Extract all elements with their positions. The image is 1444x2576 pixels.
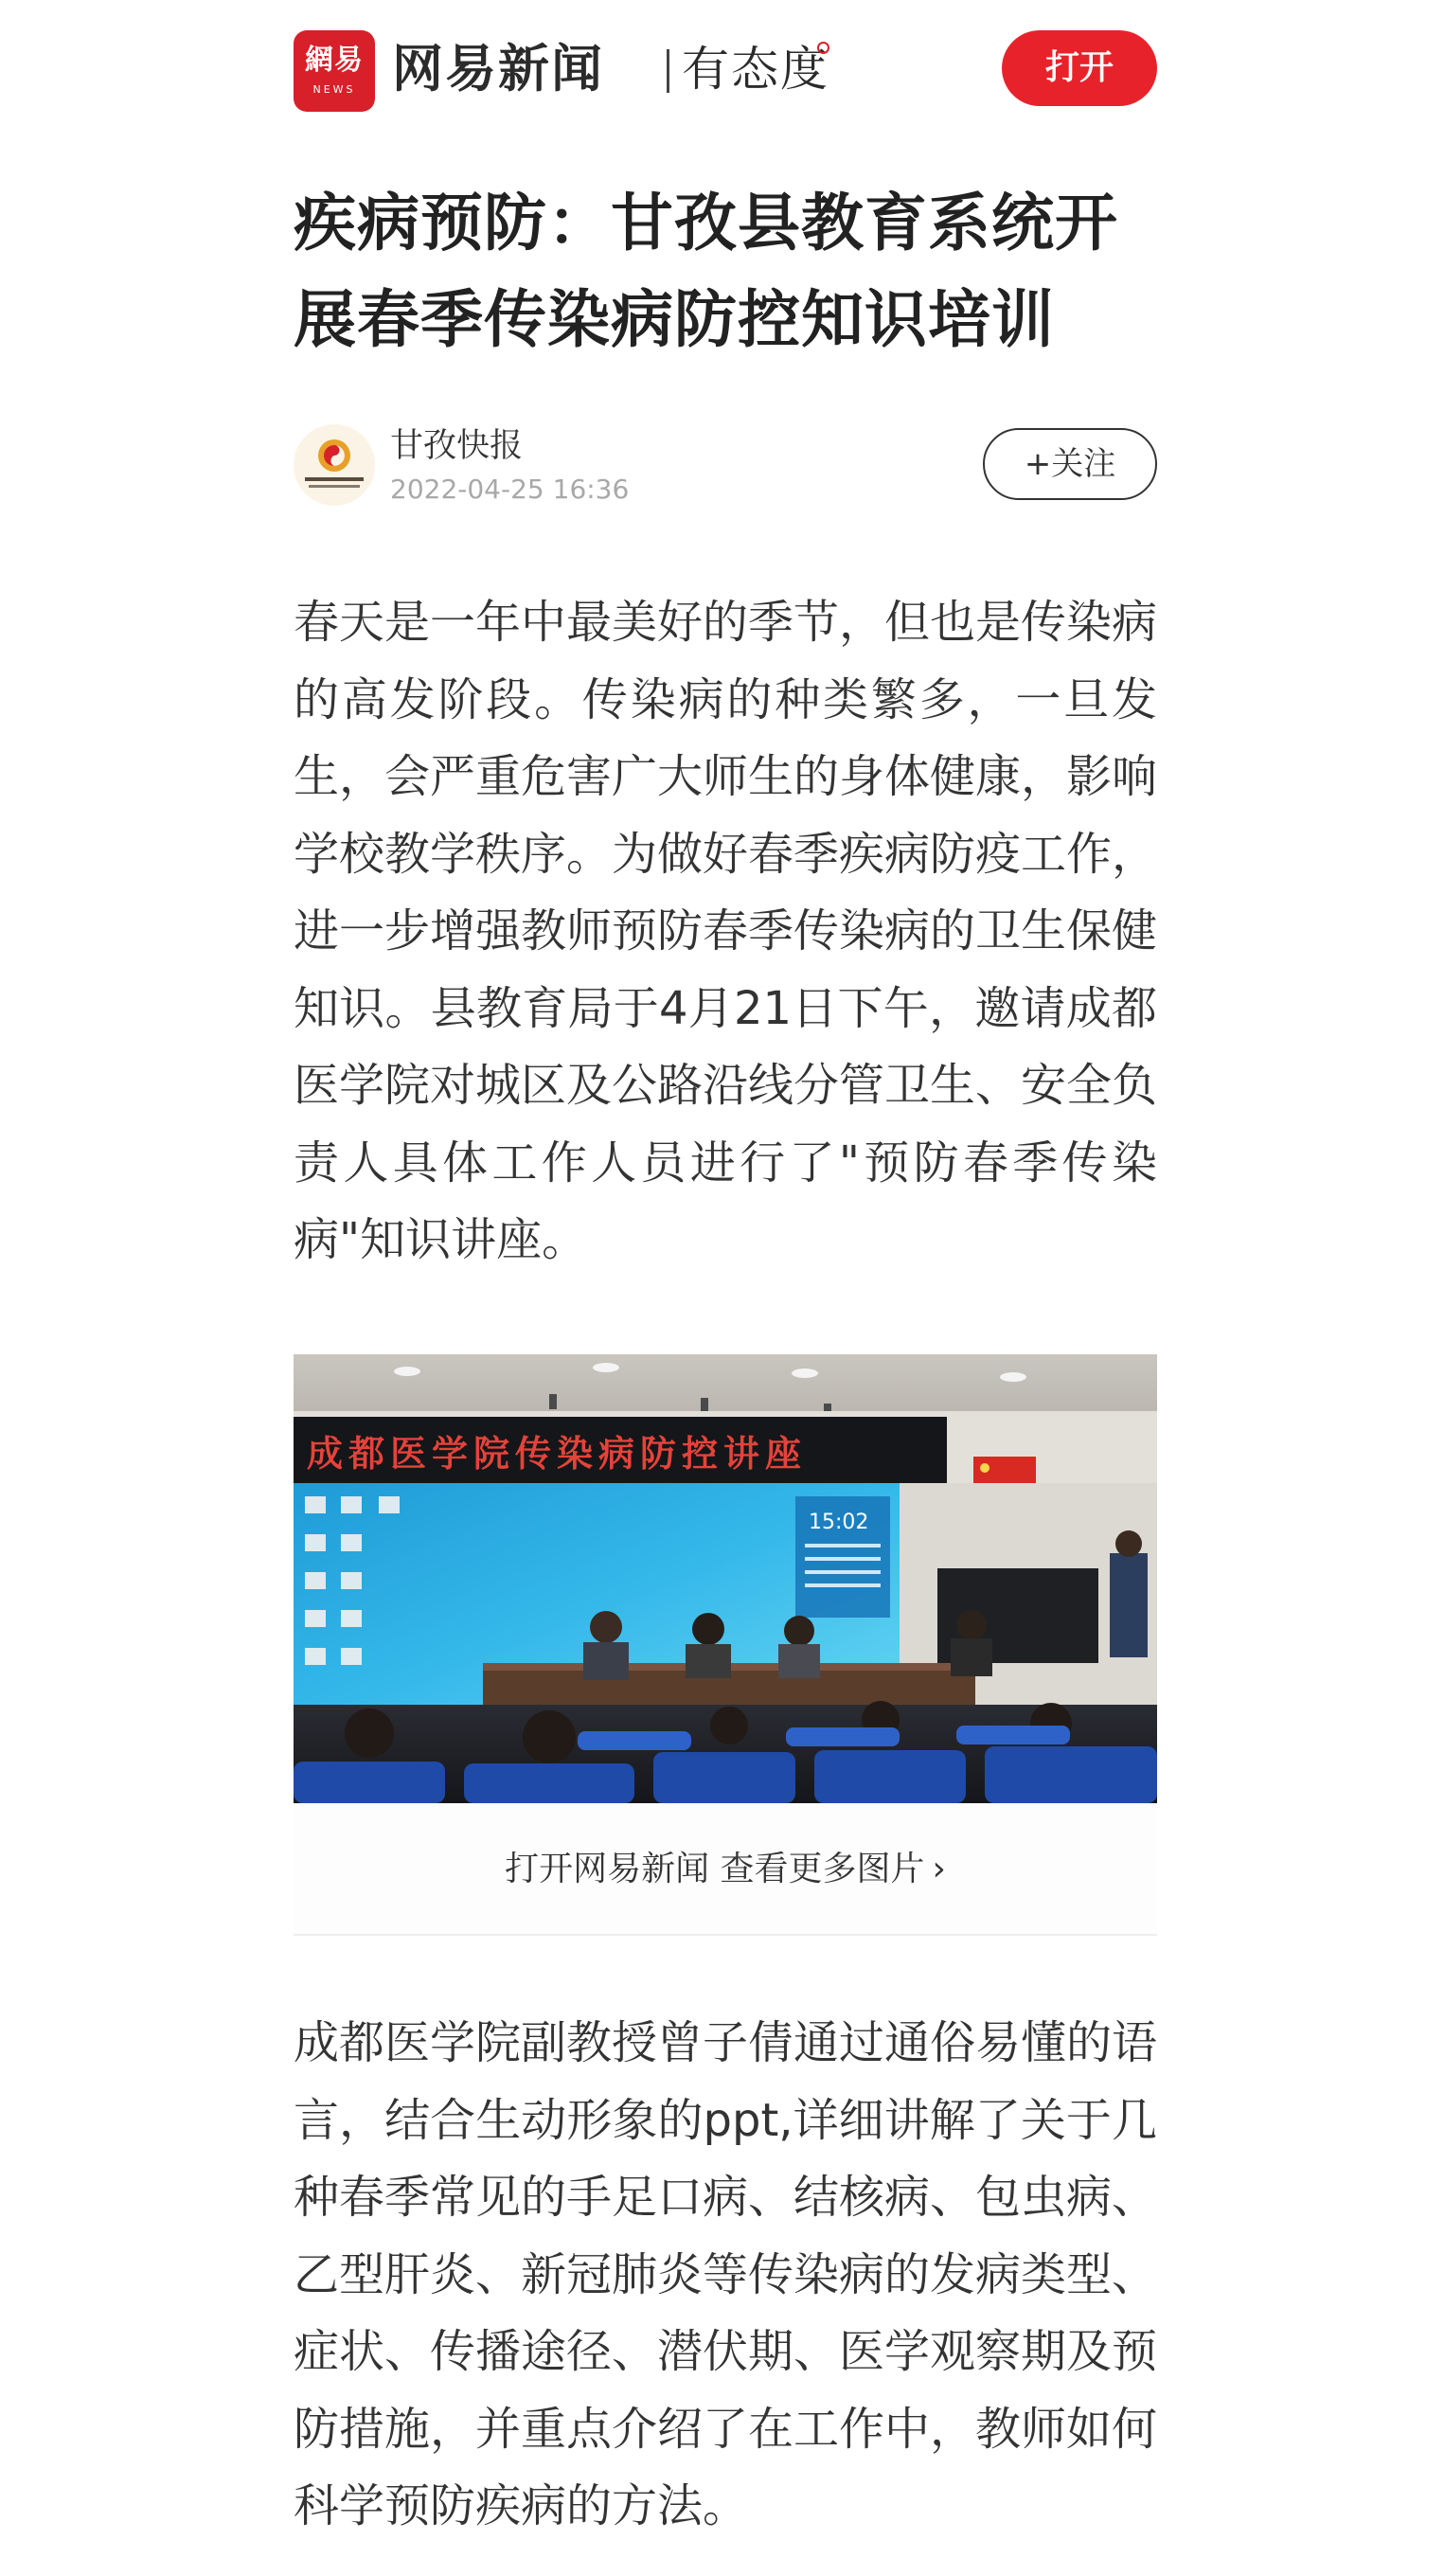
registered-mark-icon [817, 42, 829, 54]
netease-logo[interactable] [294, 30, 375, 112]
author-row [294, 424, 1157, 510]
article-photo[interactable] [294, 1354, 1157, 1803]
open-app-more-photos-link[interactable] [294, 1803, 1157, 1936]
author-avatar-logo-icon [294, 424, 375, 506]
logo-subtext: NEWS [312, 83, 356, 96]
app-header [294, 28, 1157, 114]
photo-clock-text: 15:02 [809, 1511, 869, 1534]
chevron-right-icon: › [932, 1850, 946, 1888]
open-app-button[interactable]: 打开 [1002, 30, 1157, 106]
brand-name: 网易新闻 [392, 39, 604, 98]
brand-divider [667, 49, 669, 93]
publish-time: 2022-04-25 16:36 [390, 474, 630, 505]
photo-banner-text: 成都医学院传染病防控讲座 [307, 1432, 808, 1475]
brand-slogan: 有态度 [682, 42, 829, 97]
article-title: 疾病预防：甘孜县教育系统开展春季传染病防控知识培训 [294, 187, 1118, 356]
author-avatar[interactable] [294, 424, 375, 506]
follow-button[interactable]: +关注 [983, 428, 1157, 500]
article-paragraph-2: 成都医学院副教授曾子倩通过通俗易懂的语言，结合生动形象的ppt,详细讲解了关于几种春季常见的手足口病、结核病、包虫病、乙型肝炎、新冠肺炎等传染病的发病类型、症状、传播途径、潜伏期、医学观察期及预防措施，并重点介绍了在工作中，教师如何科学预防疾病的方法。 [294, 2016, 1158, 2532]
logo-text: 網易 [305, 44, 364, 77]
author-name[interactable]: 甘孜快报 [390, 427, 524, 465]
article-paragraph-1: 春天是一年中最美好的季节，但也是传染病的高发阶段。传染病的种类繁多，一旦发生，会严重危害广大师生的身体健康，影响学校教学秩序。为做好春季疾病防疫工作，进一步增强教师预防春季传染病的卫生保健知识。县教育局于4月21日下午，邀请成都医学院对城区及公路沿线分管卫生、安全负责人具体工作人员进行了"预防春季传染病"知识讲座。 [294, 596, 1158, 1266]
more-photos-label: 打开网易新闻 查看更多图片 [505, 1850, 925, 1888]
